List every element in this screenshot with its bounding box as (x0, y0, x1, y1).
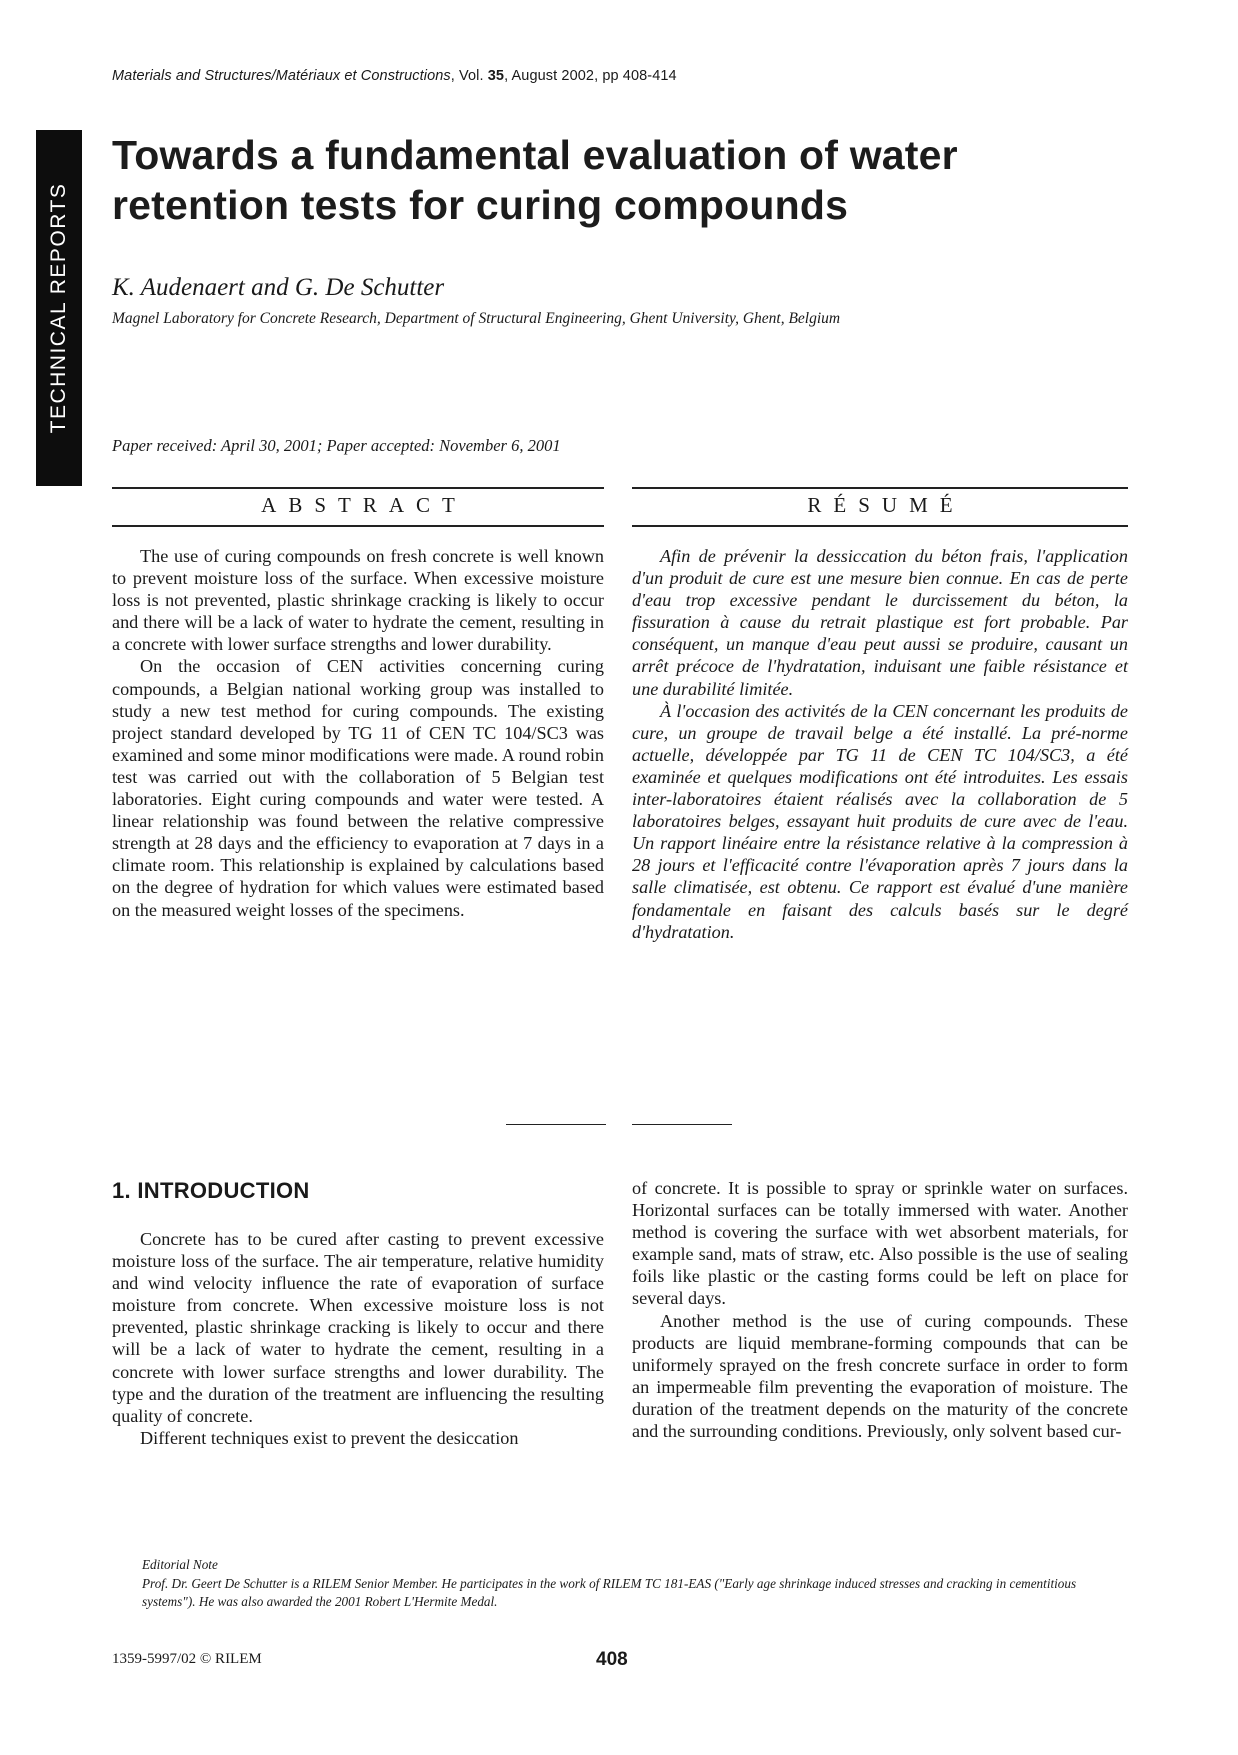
abstract-body (112, 545, 604, 921)
introduction-paragraph: Concrete has to be cured after casting to prevent excessive moisture loss of the surface. The air temperature, relative humidity and wind velocity influence the rate of evaporation of surface moisture from concrete. When excessive moisture loss is not prevented, plastic shrinkage cracking is likely to occur and there will be a lack of water to hydrate the cement, resulting in a concrete with lower surface strengths and lower durability. The type and the duration of the treatment are influencing the resulting quality of concrete. (112, 1229, 604, 1426)
affiliation: Magnel Laboratory for Concrete Research, Department of Structural Engineering, Ghent University, Ghent, Belgium (112, 310, 841, 327)
abstract-top-rule (112, 487, 604, 489)
abstract-paragraph: The use of curing compounds on fresh concrete is well known to prevent moisture loss of the surface. When excessive moisture loss is not prevented, plastic shrinkage cracking is likely to occur and there will be a lack of water to hydrate the cement, resulting in a concrete with lower surface strengths and lower durability. (112, 546, 604, 655)
journal-details: , August 2002, pp 408-414 (504, 68, 677, 84)
journal-header (112, 68, 677, 84)
editorial-note (142, 1556, 1102, 1611)
introduction-right-column (632, 1177, 1128, 1442)
side-tab-label: TECHNICAL REPORTS (47, 182, 70, 434)
journal-vol-label: , Vol. (450, 68, 488, 84)
separator-left (506, 1124, 606, 1125)
journal-name: Materials and Structures/Matériaux et Constructions (112, 68, 451, 84)
editorial-text: Prof. Dr. Geert De Schutter is a RILEM Senior Member. He participates in the work of RILEM TC 181-EAS ("Early age shrinkage induced stresses and cracking in cementitious systems"). He was also awarded the 2001 Robert L'Hermite Medal. (142, 1576, 1077, 1609)
abstract-paragraph: On the occasion of CEN activities concerning curing compounds, a Belgian national working group was installed to study a new test method for curing compounds. The existing project standard developed by TG 11 of CEN TC 104/SC3 was examined and some minor modifications were made. A round robin test was carried out with the collaboration of 5 Belgian test laboratories. Eight curing compounds and water were tested. A linear relationship was found between the relative compressive strength at 28 days and the efficiency to evaporation at 7 days in a climate room. This relationship is explained by calculations based on the degree of hydration for which values were estimated based on the measured weight losses of the specimens. (112, 656, 604, 920)
resume-body (632, 545, 1128, 943)
journal-volume: 35 (487, 68, 505, 84)
article-title: Towards a fundamental evaluation of water retention tests for curing compounds (112, 132, 958, 228)
resume-bottom-rule (632, 525, 1128, 527)
resume-paragraph: Afin de prévenir la dessiccation du béton frais, l'application d'un produit de cure est une mesure bien connue. En cas de perte d'eau trop excessive pendant le durcissement du béton, la fissuration à cause du retrait plastique est fort probable. Par conséquent, un manque d'eau peut aussi se produire, causant un arrêt précoce de l'hydratation, induisant une faible résistance et une durabilité limitée. (632, 546, 1128, 699)
introduction-paragraph: of concrete. It is possible to spray or sprinkle water on surfaces. Horizontal surfaces can be totally immersed with water. Another method is covering the surface with wet absorbent materials, for example sand, mats of straw, etc. Also possible is the use of sealing foils like plastic or the casting forms could be left on place for several days. (632, 1178, 1128, 1309)
issn-copyright: 1359-5997/02 © RILEM (112, 1651, 262, 1667)
introduction-paragraph: Different techniques exist to prevent the desiccation (140, 1427, 519, 1448)
authors: K. Audenaert and G. De Schutter (112, 274, 445, 301)
resume-heading: RÉSUMÉ (807, 493, 965, 517)
resume-top-rule (632, 487, 1128, 489)
introduction-heading: 1. INTRODUCTION (112, 1178, 310, 1203)
abstract-heading: ABSTRACT (261, 493, 467, 517)
editorial-label: Editorial Note (142, 1557, 218, 1572)
section-side-tab (36, 130, 82, 486)
page-number: 408 (596, 1649, 628, 1670)
paper-dates: Paper received: April 30, 2001; Paper accepted: November 6, 2001 (112, 436, 561, 455)
abstract-bottom-rule (112, 525, 604, 527)
introduction-paragraph: Another method is the use of curing compounds. These products are liquid membrane-forming compounds that can be uniformely sprayed on the fresh concrete surface in order to form an impermeable film preventing the evaporation of moisture. The duration of the treatment depends on the maturity of the concrete and the surrounding conditions. Previously, only solvent based cur- (632, 1310, 1128, 1442)
separator-right (632, 1124, 732, 1125)
introduction-left-column (112, 1228, 604, 1449)
resume-paragraph: À l'occasion des activités de la CEN concernant les produits de cure, un groupe de travail belge a été installé. La pré-norme actuelle, développée par TG 11 de CEN TC 104/SC3, a été examinée et quelques modifications ont été introduites. Les essais inter-laboratoires étaient réalisés avec la collaboration de 5 laboratoires belges, essayant huit produits de cure avec de l'eau. Un rapport linéaire entre la résistance relative à la compression à 28 jours et l'efficacité contre l'évaporation après 7 jours dans la salle climatisée, est obtenu. Ce rapport est évalué d'une manière fondamentale en faisant des calculs basés sur le degré d'hydratation. (632, 700, 1128, 942)
